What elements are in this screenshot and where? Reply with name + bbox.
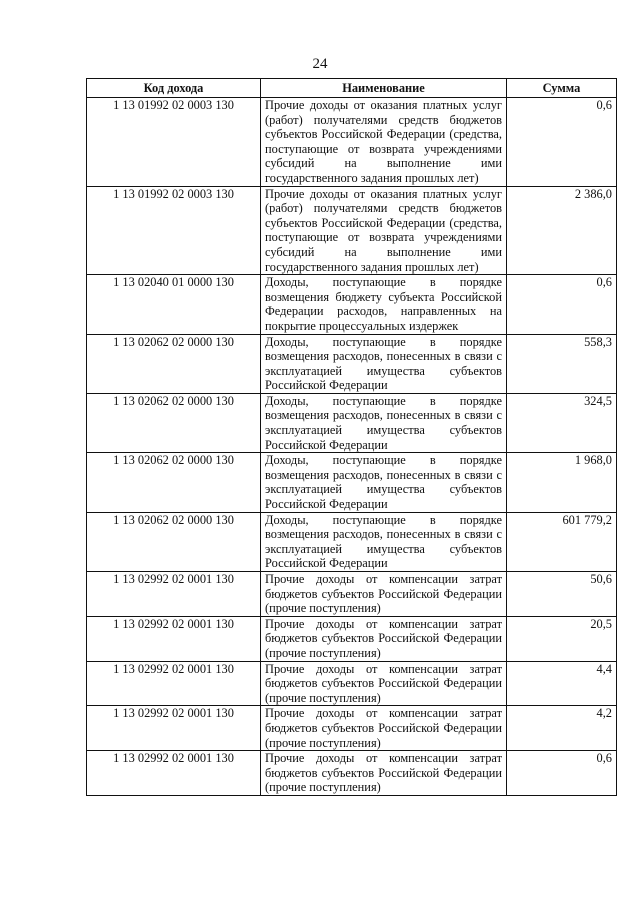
income-sum-cell: 0,6 <box>507 751 617 796</box>
income-name-cell: Прочие доходы от компенсации затрат бюджетов субъектов Российской Федерации (прочие поступления) <box>261 661 507 706</box>
table-row <box>87 334 617 393</box>
table-row <box>87 512 617 571</box>
table-body <box>87 98 617 796</box>
header-row <box>87 79 617 98</box>
income-sum-cell: 4,2 <box>507 706 617 751</box>
income-code-cell: 1 13 02992 02 0001 130 <box>87 661 261 706</box>
table-row <box>87 98 617 187</box>
income-name-cell: Прочие доходы от компенсации затрат бюджетов субъектов Российской Федерации (прочие поступления) <box>261 706 507 751</box>
income-name-cell: Доходы, поступающие в порядке возмещения расходов, понесенных в связи с эксплуатацией имущества субъектов Российской Федерации <box>261 512 507 571</box>
income-sum-cell: 20,5 <box>507 616 617 661</box>
income-sum-cell: 0,6 <box>507 98 617 187</box>
income-code-cell: 1 13 02062 02 0000 130 <box>87 512 261 571</box>
income-code-cell: 1 13 02992 02 0001 130 <box>87 572 261 617</box>
income-name-cell: Прочие доходы от компенсации затрат бюджетов субъектов Российской Федерации (прочие поступления) <box>261 616 507 661</box>
income-name-cell: Прочие доходы от оказания платных услуг (работ) получателями средств бюджетов субъектов Российской Федерации (средства, поступающие от возврата учреждениями субсидий на выполнение ими государственного задания прошлых лет) <box>261 186 507 275</box>
income-sum-cell: 558,3 <box>507 334 617 393</box>
income-code-cell: 1 13 01992 02 0003 130 <box>87 98 261 187</box>
table-row <box>87 186 617 275</box>
income-code-cell: 1 13 02062 02 0000 130 <box>87 453 261 512</box>
income-name-cell: Доходы, поступающие в порядке возмещения бюджету субъекта Российской Федерации расходов, направленных на покрытие процессуальных издержек <box>261 275 507 334</box>
income-sum-cell: 601 779,2 <box>507 512 617 571</box>
table-row <box>87 706 617 751</box>
income-sum-cell: 1 968,0 <box>507 453 617 512</box>
income-name-cell: Прочие доходы от компенсации затрат бюджетов субъектов Российской Федерации (прочие поступления) <box>261 751 507 796</box>
header-name: Наименование <box>261 79 507 98</box>
income-table <box>86 78 617 796</box>
income-code-cell: 1 13 02992 02 0001 130 <box>87 751 261 796</box>
table-row <box>87 751 617 796</box>
income-code-cell: 1 13 02040 01 0000 130 <box>87 275 261 334</box>
income-name-cell: Прочие доходы от компенсации затрат бюджетов субъектов Российской Федерации (прочие поступления) <box>261 572 507 617</box>
income-sum-cell: 0,6 <box>507 275 617 334</box>
table-row <box>87 661 617 706</box>
header-code: Код дохода <box>87 79 261 98</box>
table-row <box>87 572 617 617</box>
income-sum-cell: 324,5 <box>507 393 617 452</box>
income-code-cell: 1 13 01992 02 0003 130 <box>87 186 261 275</box>
income-name-cell: Доходы, поступающие в порядке возмещения расходов, понесенных в связи с эксплуатацией имущества субъектов Российской Федерации <box>261 453 507 512</box>
table-header <box>87 79 617 98</box>
income-sum-cell: 50,6 <box>507 572 617 617</box>
income-sum-cell: 2 386,0 <box>507 186 617 275</box>
income-sum-cell: 4,4 <box>507 661 617 706</box>
table-row <box>87 275 617 334</box>
income-code-cell: 1 13 02992 02 0001 130 <box>87 706 261 751</box>
income-name-cell: Доходы, поступающие в порядке возмещения расходов, понесенных в связи с эксплуатацией имущества субъектов Российской Федерации <box>261 393 507 452</box>
table-row <box>87 453 617 512</box>
income-code-cell: 1 13 02062 02 0000 130 <box>87 393 261 452</box>
income-name-cell: Доходы, поступающие в порядке возмещения расходов, понесенных в связи с эксплуатацией имущества субъектов Российской Федерации <box>261 334 507 393</box>
income-name-cell: Прочие доходы от оказания платных услуг (работ) получателями средств бюджетов субъектов Российской Федерации (средства, поступающие от возврата учреждениями субсидий на выполнение ими государственного задания прошлых лет) <box>261 98 507 187</box>
page-number: 24 <box>312 56 328 72</box>
income-code-cell: 1 13 02062 02 0000 130 <box>87 334 261 393</box>
table-row <box>87 393 617 452</box>
header-sum: Сумма <box>507 79 617 98</box>
income-code-cell: 1 13 02992 02 0001 130 <box>87 616 261 661</box>
table-row <box>87 616 617 661</box>
